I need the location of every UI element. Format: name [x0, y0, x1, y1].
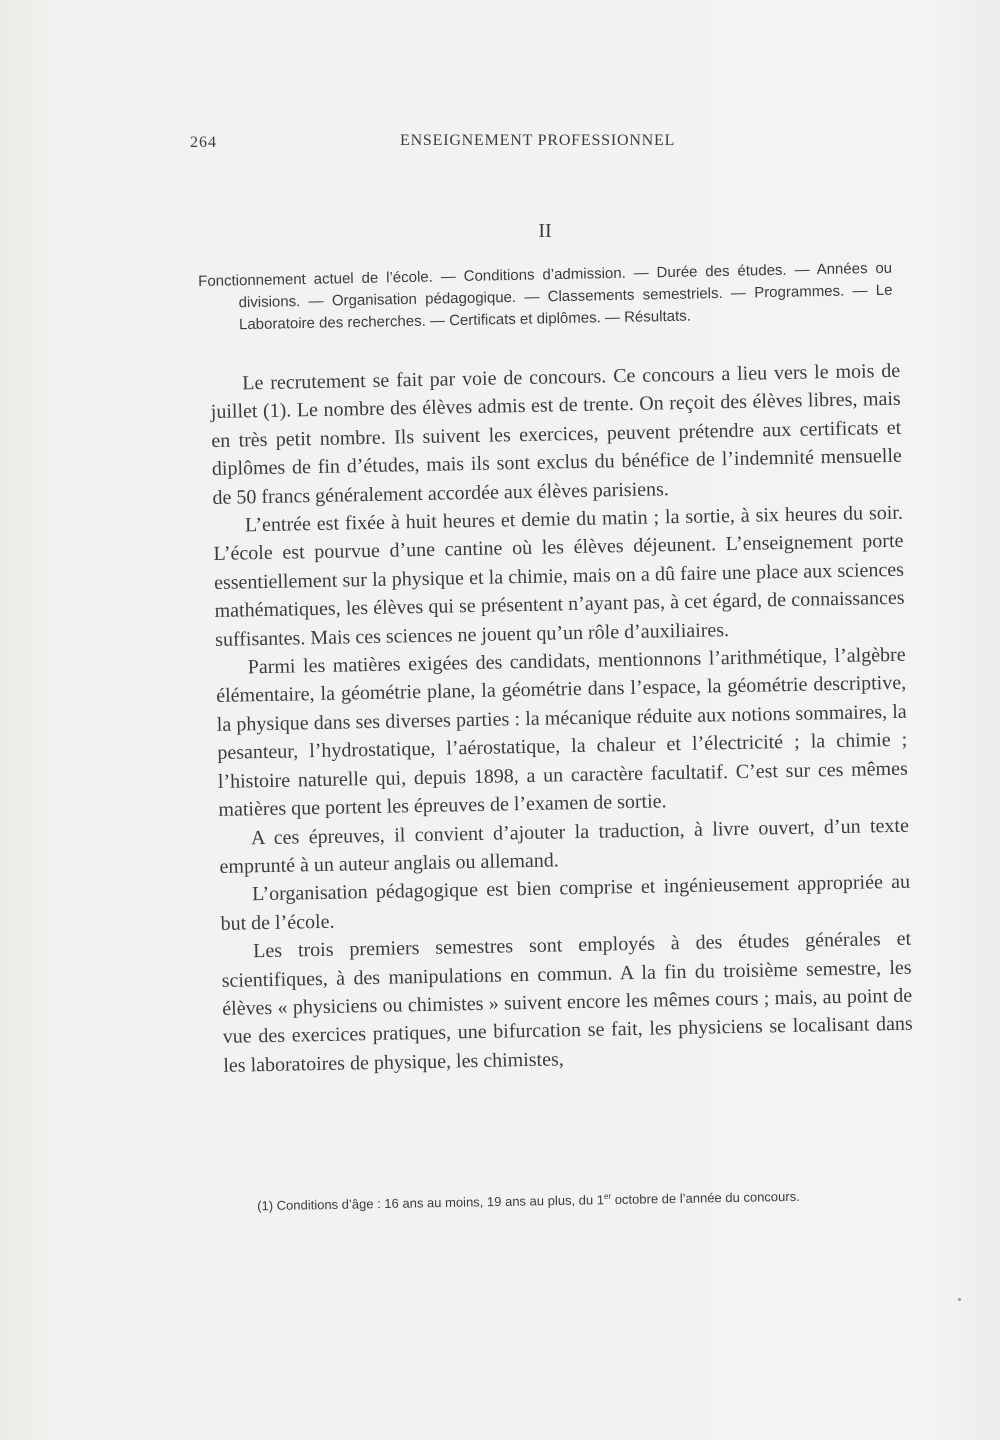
paragraph: Les trois premiers semestres sont employés à des études générales et scientifiques, à des manipulations en commun. A la fin du troisième semestre, les élèves « physiciens ou chimistes » suivent encore les mêmes cours ; mais, au point de vue des exercices pratiques, une bifurcation se fait, les physiciens se localisant dans les laboratoires de physique, les chimistes,	[221, 927, 913, 1077]
paragraph: Le recrutement se fait par voie de concours. Ce concours a lieu vers le mois de juillet (1). Le nombre des élèves admis est de trente. On reçoit des élèves libres, mais en très petit nombre. Ils suivent les exercices, peuvent prétendre aux certificats et diplômes de fin d’études, mais ils sont exclus du bénéfice de l’indemnité mensuelle de 50 francs généralement accordée aux élèves parisiens.	[210, 359, 902, 509]
paragraph: A ces épreuves, il convient d’ajouter la traduction, à livre ouvert, d’un texte emprunté à un auteur anglais ou allemand.	[219, 814, 910, 878]
running-title: ENSEIGNEMENT PROFESSIONNEL	[400, 132, 676, 149]
paragraph: L’entrée est fixée à huit heures et demie du matin ; la sortie, à six heures du soir. L’école est pourvue d’une cantine où les élèves déjeunent. L’enseignement porte essentiellement sur la physique et la chimie, mais on a dû faire une place aux sciences mathématiques, les élèves qui se présentent n’ayant pas, à cet égard, de connaissances suffisantes. Mais ces sciences ne jouent qu’un rôle d’auxiliaires.	[213, 501, 905, 651]
paper-speck	[958, 1298, 961, 1301]
section-summary: Fonctionnement actuel de l’école. — Conditions d’admission. — Durée des études. — Années ou divisions. — Organisation pédagogique. — Classements semestriels. — Programmes. — Le Laboratoire des recherches. — Certificats et diplômes. — Résultats.	[198, 259, 893, 334]
paragraph: L’organisation pédagogique est bien comprise et ingénieusement appropriée au but de l’école.	[220, 870, 911, 935]
page-number: 264	[190, 134, 217, 151]
footnote-text-end: octobre de l’année du concours.	[611, 1188, 800, 1208]
footnote-superscript: er	[603, 1191, 612, 1201]
running-head	[190, 130, 890, 160]
body-text	[210, 357, 914, 1080]
footnote-text: (1) Conditions d’âge : 16 ans au moins, 19 ans au plus, du 1	[257, 1192, 605, 1214]
paragraph: Parmi les matières exigées des candidats, mentionnons l’arithmétique, l’algèbre élémentaire, la géométrie plane, la géométrie dans l’espace, la géométrie descriptive, la physique dans ses diverses parties : la mécanique réduite aux notions sommaires, la pesanteur, l’hydrostatique, l’aérostatique, la chaleur et l’électricité ; la chimie ; l’histoire naturelle qui, depuis 1898, a un caractère facultatif. C’est sur ces mêmes matières que portent les épreuves de l’examen de sortie.	[216, 643, 908, 822]
footnote	[215, 1184, 915, 1217]
section-number: II	[538, 220, 552, 242]
